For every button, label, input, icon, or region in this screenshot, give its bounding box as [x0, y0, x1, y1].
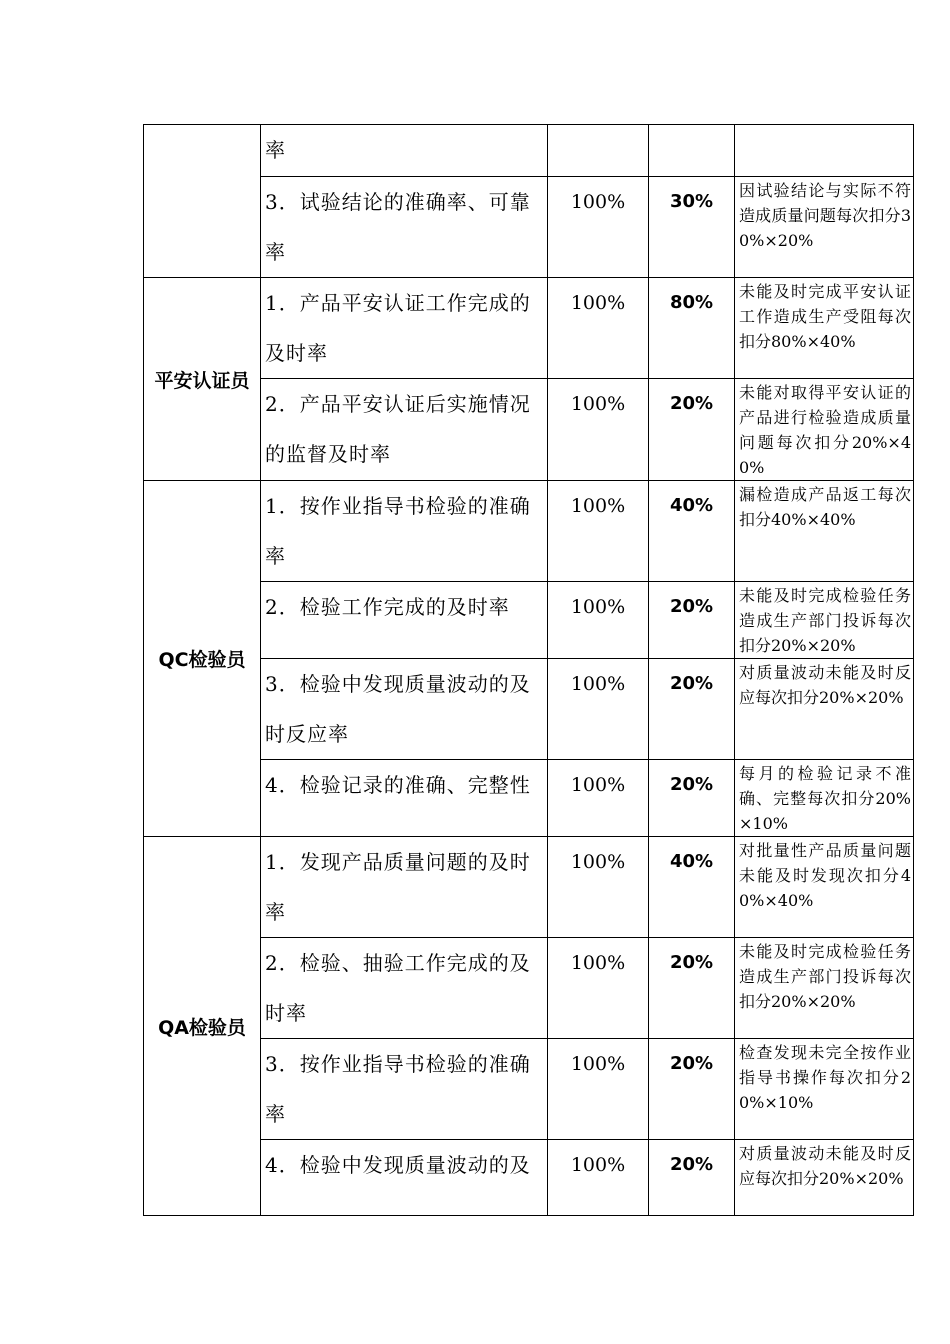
note-cell: 因试验结论与实际不符造成质量问题每次扣分30%×20%: [735, 177, 914, 278]
note-cell: [735, 125, 914, 177]
note-cell: 未能及时完成检验任务造成生产部门投诉每次扣分20%×20%: [735, 938, 914, 1039]
table-row: [144, 278, 914, 379]
target-cell: 100%: [548, 582, 649, 659]
item-cell: 1．发现产品质量问题的及时率: [261, 837, 548, 938]
weight-cell: 20%: [649, 1140, 735, 1216]
target-cell: 100%: [548, 837, 649, 938]
target-cell: 100%: [548, 938, 649, 1039]
role-cell: QC检验员: [144, 481, 261, 837]
item-cell: 4．检验记录的准确、完整性: [261, 760, 548, 837]
target-cell: 100%: [548, 760, 649, 837]
weight-cell: 40%: [649, 837, 735, 938]
table-row: [144, 125, 914, 177]
role-cell: 平安认证员: [144, 278, 261, 481]
weight-cell: 20%: [649, 379, 735, 481]
target-cell: [548, 125, 649, 177]
item-cell: 1．产品平安认证工作完成的及时率: [261, 278, 548, 379]
item-cell: 3．试验结论的准确率、可靠率: [261, 177, 548, 278]
target-cell: 100%: [548, 177, 649, 278]
weight-cell: 20%: [649, 659, 735, 760]
note-cell: 对质量波动未能及时反应每次扣分20%×20%: [735, 659, 914, 760]
target-cell: 100%: [548, 379, 649, 481]
target-cell: 100%: [548, 481, 649, 582]
item-cell: 1．按作业指导书检验的准确率: [261, 481, 548, 582]
item-cell: 率: [261, 125, 548, 177]
note-cell: 检查发现未完全按作业指导书操作每次扣分20%×10%: [735, 1039, 914, 1140]
weight-cell: 20%: [649, 582, 735, 659]
weight-cell: 20%: [649, 938, 735, 1039]
target-cell: 100%: [548, 659, 649, 760]
note-cell: 漏检造成产品返工每次扣分40%×40%: [735, 481, 914, 582]
item-cell: 2．检验、抽验工作完成的及时率: [261, 938, 548, 1039]
target-cell: 100%: [548, 1039, 649, 1140]
weight-cell: 40%: [649, 481, 735, 582]
table-row: [144, 481, 914, 582]
item-cell: 2．产品平安认证后实施情况的监督及时率: [261, 379, 548, 481]
weight-cell: 20%: [649, 760, 735, 837]
item-cell: 3．按作业指导书检验的准确率: [261, 1039, 548, 1140]
note-cell: 未能及时完成检验任务造成生产部门投诉每次扣分20%×20%: [735, 582, 914, 659]
weight-cell: 30%: [649, 177, 735, 278]
note-cell: 对质量波动未能及时反应每次扣分20%×20%: [735, 1140, 914, 1216]
item-cell: 4．检验中发现质量波动的及: [261, 1140, 548, 1216]
role-cell: QA检验员: [144, 837, 261, 1216]
note-cell: 每月的检验记录不准确、完整每次扣分20%×10%: [735, 760, 914, 837]
note-cell: 对批量性产品质量问题未能及时发现次扣分40%×40%: [735, 837, 914, 938]
weight-cell: [649, 125, 735, 177]
kpi-table: [143, 124, 914, 1216]
target-cell: 100%: [548, 1140, 649, 1216]
note-cell: 未能对取得平安认证的产品进行检验造成质量问题每次扣分20%×40%: [735, 379, 914, 481]
item-cell: 3．检验中发现质量波动的及时反应率: [261, 659, 548, 760]
target-cell: 100%: [548, 278, 649, 379]
role-cell: [144, 125, 261, 278]
weight-cell: 20%: [649, 1039, 735, 1140]
item-cell: 2．检验工作完成的及时率: [261, 582, 548, 659]
table-row: [144, 837, 914, 938]
weight-cell: 80%: [649, 278, 735, 379]
note-cell: 未能及时完成平安认证工作造成生产受阻每次扣分80%×40%: [735, 278, 914, 379]
